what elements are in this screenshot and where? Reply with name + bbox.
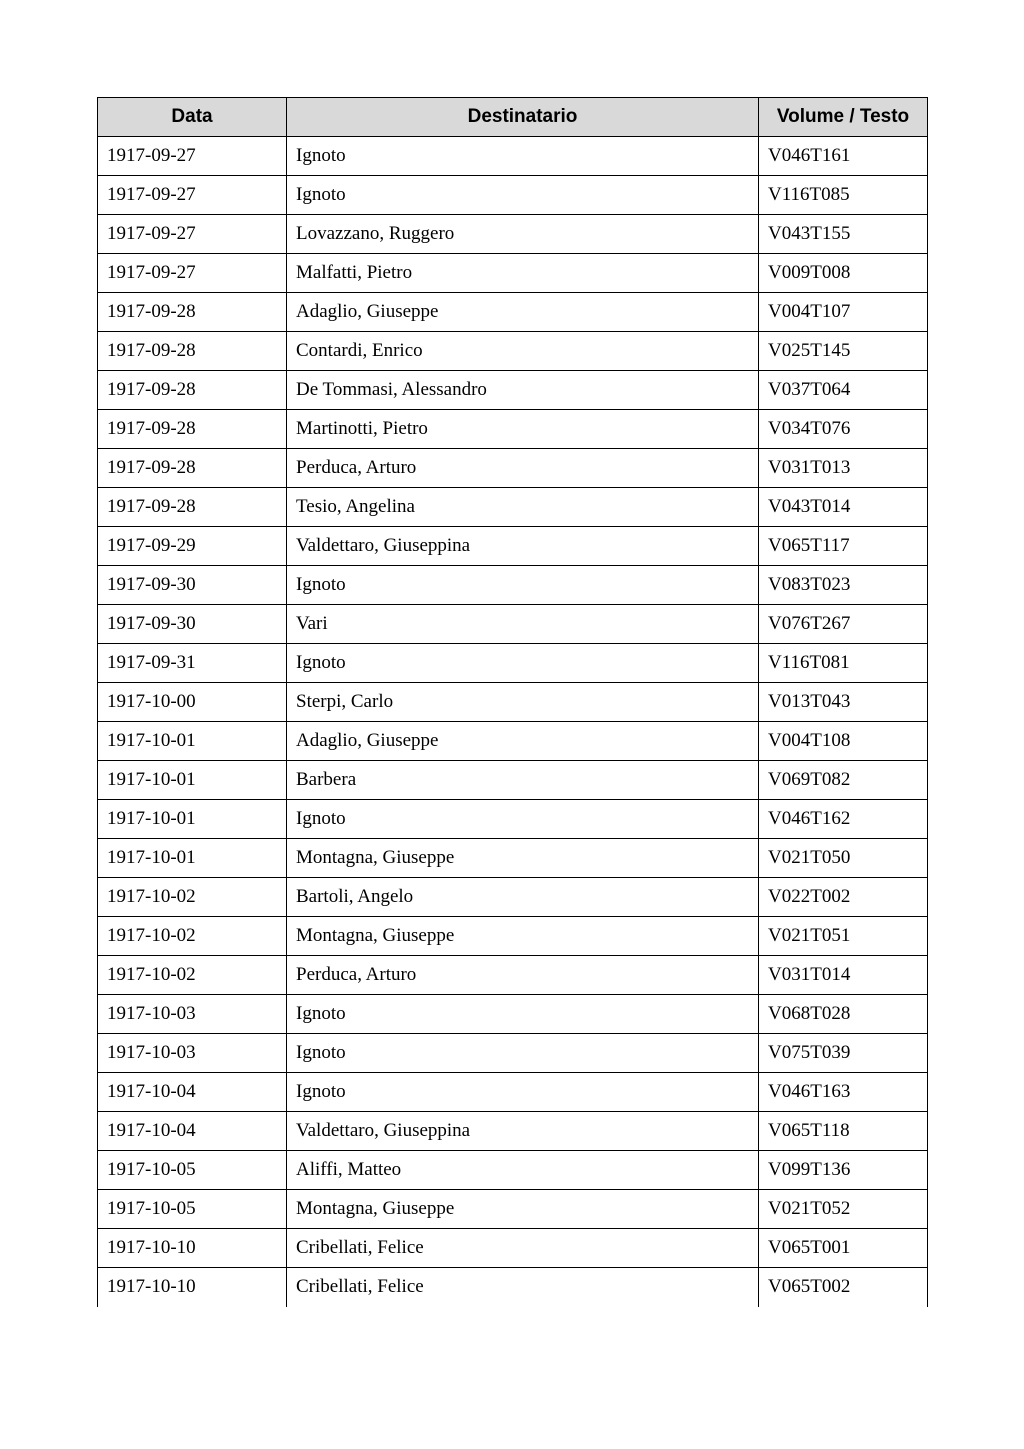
cell-date: 1917-10-02 (98, 917, 287, 956)
cell-volume: V099T136 (759, 1151, 928, 1190)
cell-recipient: Montagna, Giuseppe (287, 1190, 759, 1229)
table-row (98, 995, 928, 1034)
cell-date: 1917-10-02 (98, 878, 287, 917)
table-row (98, 644, 928, 683)
cell-recipient: Perduca, Arturo (287, 449, 759, 488)
cell-volume: V031T013 (759, 449, 928, 488)
table-row (98, 1034, 928, 1073)
cell-date: 1917-10-10 (98, 1268, 287, 1307)
table-body (98, 137, 928, 1307)
cell-volume: V037T064 (759, 371, 928, 410)
cell-volume: V075T039 (759, 1034, 928, 1073)
cell-date: 1917-09-30 (98, 605, 287, 644)
table-row (98, 332, 928, 371)
cell-recipient: Adaglio, Giuseppe (287, 293, 759, 332)
cell-date: 1917-10-05 (98, 1151, 287, 1190)
cell-recipient: Tesio, Angelina (287, 488, 759, 527)
cell-volume: V022T002 (759, 878, 928, 917)
cell-recipient: Montagna, Giuseppe (287, 839, 759, 878)
cell-volume: V046T161 (759, 137, 928, 176)
cell-volume: V004T108 (759, 722, 928, 761)
cell-volume: V043T014 (759, 488, 928, 527)
table-row (98, 1190, 928, 1229)
cell-date: 1917-09-28 (98, 488, 287, 527)
cell-recipient: Lovazzano, Ruggero (287, 215, 759, 254)
table-header (98, 98, 928, 137)
cell-recipient: Adaglio, Giuseppe (287, 722, 759, 761)
cell-date: 1917-09-27 (98, 215, 287, 254)
cell-recipient: Ignoto (287, 1034, 759, 1073)
cell-date: 1917-09-27 (98, 176, 287, 215)
cell-date: 1917-09-27 (98, 137, 287, 176)
cell-recipient: Martinotti, Pietro (287, 410, 759, 449)
cell-date: 1917-10-00 (98, 683, 287, 722)
cell-recipient: De Tommasi, Alessandro (287, 371, 759, 410)
cell-volume: V065T118 (759, 1112, 928, 1151)
cell-volume: V083T023 (759, 566, 928, 605)
table-row (98, 527, 928, 566)
cell-volume: V021T050 (759, 839, 928, 878)
table-row (98, 371, 928, 410)
cell-recipient: Valdettaro, Giuseppina (287, 1112, 759, 1151)
cell-date: 1917-10-04 (98, 1112, 287, 1151)
cell-recipient: Perduca, Arturo (287, 956, 759, 995)
cell-volume: V021T051 (759, 917, 928, 956)
cell-date: 1917-10-01 (98, 761, 287, 800)
table-row (98, 800, 928, 839)
cell-volume: V021T052 (759, 1190, 928, 1229)
cell-date: 1917-09-27 (98, 254, 287, 293)
cell-volume: V116T081 (759, 644, 928, 683)
table-row (98, 176, 928, 215)
table-row (98, 956, 928, 995)
cell-date: 1917-10-01 (98, 839, 287, 878)
cell-recipient: Ignoto (287, 644, 759, 683)
cell-volume: V009T008 (759, 254, 928, 293)
cell-volume: V043T155 (759, 215, 928, 254)
table-row (98, 722, 928, 761)
cell-volume: V025T145 (759, 332, 928, 371)
column-header-date: Data (98, 98, 287, 137)
cell-recipient: Aliffi, Matteo (287, 1151, 759, 1190)
table-row (98, 1073, 928, 1112)
table-row (98, 293, 928, 332)
header-row (98, 98, 928, 137)
table-row (98, 215, 928, 254)
cell-date: 1917-10-03 (98, 995, 287, 1034)
cell-volume: V046T162 (759, 800, 928, 839)
cell-volume: V065T002 (759, 1268, 928, 1307)
table-row (98, 1151, 928, 1190)
table-row (98, 878, 928, 917)
cell-recipient: Contardi, Enrico (287, 332, 759, 371)
cell-date: 1917-09-28 (98, 293, 287, 332)
document-page (97, 97, 927, 1307)
table-row (98, 137, 928, 176)
table-row (98, 1112, 928, 1151)
cell-recipient: Ignoto (287, 137, 759, 176)
cell-recipient: Ignoto (287, 995, 759, 1034)
table-row (98, 605, 928, 644)
table-row (98, 839, 928, 878)
cell-recipient: Montagna, Giuseppe (287, 917, 759, 956)
cell-volume: V068T028 (759, 995, 928, 1034)
cell-volume: V013T043 (759, 683, 928, 722)
cell-recipient: Sterpi, Carlo (287, 683, 759, 722)
cell-date: 1917-10-01 (98, 722, 287, 761)
column-header-recipient: Destinatario (287, 98, 759, 137)
cell-recipient: Ignoto (287, 1073, 759, 1112)
cell-recipient: Valdettaro, Giuseppina (287, 527, 759, 566)
cell-date: 1917-09-30 (98, 566, 287, 605)
cell-volume: V069T082 (759, 761, 928, 800)
cell-recipient: Ignoto (287, 566, 759, 605)
table-row (98, 254, 928, 293)
cell-volume: V076T267 (759, 605, 928, 644)
cell-date: 1917-09-31 (98, 644, 287, 683)
records-table (97, 97, 928, 1307)
cell-volume: V065T001 (759, 1229, 928, 1268)
table-row (98, 410, 928, 449)
cell-recipient: Cribellati, Felice (287, 1229, 759, 1268)
cell-date: 1917-10-02 (98, 956, 287, 995)
cell-volume: V046T163 (759, 1073, 928, 1112)
table-row (98, 917, 928, 956)
cell-date: 1917-10-03 (98, 1034, 287, 1073)
cell-date: 1917-09-29 (98, 527, 287, 566)
cell-date: 1917-10-01 (98, 800, 287, 839)
cell-recipient: Ignoto (287, 800, 759, 839)
cell-recipient: Ignoto (287, 176, 759, 215)
table-row (98, 1229, 928, 1268)
cell-recipient: Malfatti, Pietro (287, 254, 759, 293)
table-row (98, 761, 928, 800)
table-row (98, 449, 928, 488)
cell-recipient: Barbera (287, 761, 759, 800)
table-row (98, 566, 928, 605)
cell-date: 1917-09-28 (98, 332, 287, 371)
cell-recipient: Vari (287, 605, 759, 644)
table-row (98, 488, 928, 527)
column-header-volume: Volume / Testo (759, 98, 928, 137)
cell-volume: V004T107 (759, 293, 928, 332)
table-row (98, 1268, 928, 1307)
cell-date: 1917-10-10 (98, 1229, 287, 1268)
cell-volume: V065T117 (759, 527, 928, 566)
cell-date: 1917-10-04 (98, 1073, 287, 1112)
cell-volume: V034T076 (759, 410, 928, 449)
cell-recipient: Bartoli, Angelo (287, 878, 759, 917)
table-row (98, 683, 928, 722)
cell-volume: V031T014 (759, 956, 928, 995)
cell-date: 1917-09-28 (98, 371, 287, 410)
cell-recipient: Cribellati, Felice (287, 1268, 759, 1307)
cell-date: 1917-09-28 (98, 410, 287, 449)
cell-date: 1917-09-28 (98, 449, 287, 488)
cell-date: 1917-10-05 (98, 1190, 287, 1229)
cell-volume: V116T085 (759, 176, 928, 215)
